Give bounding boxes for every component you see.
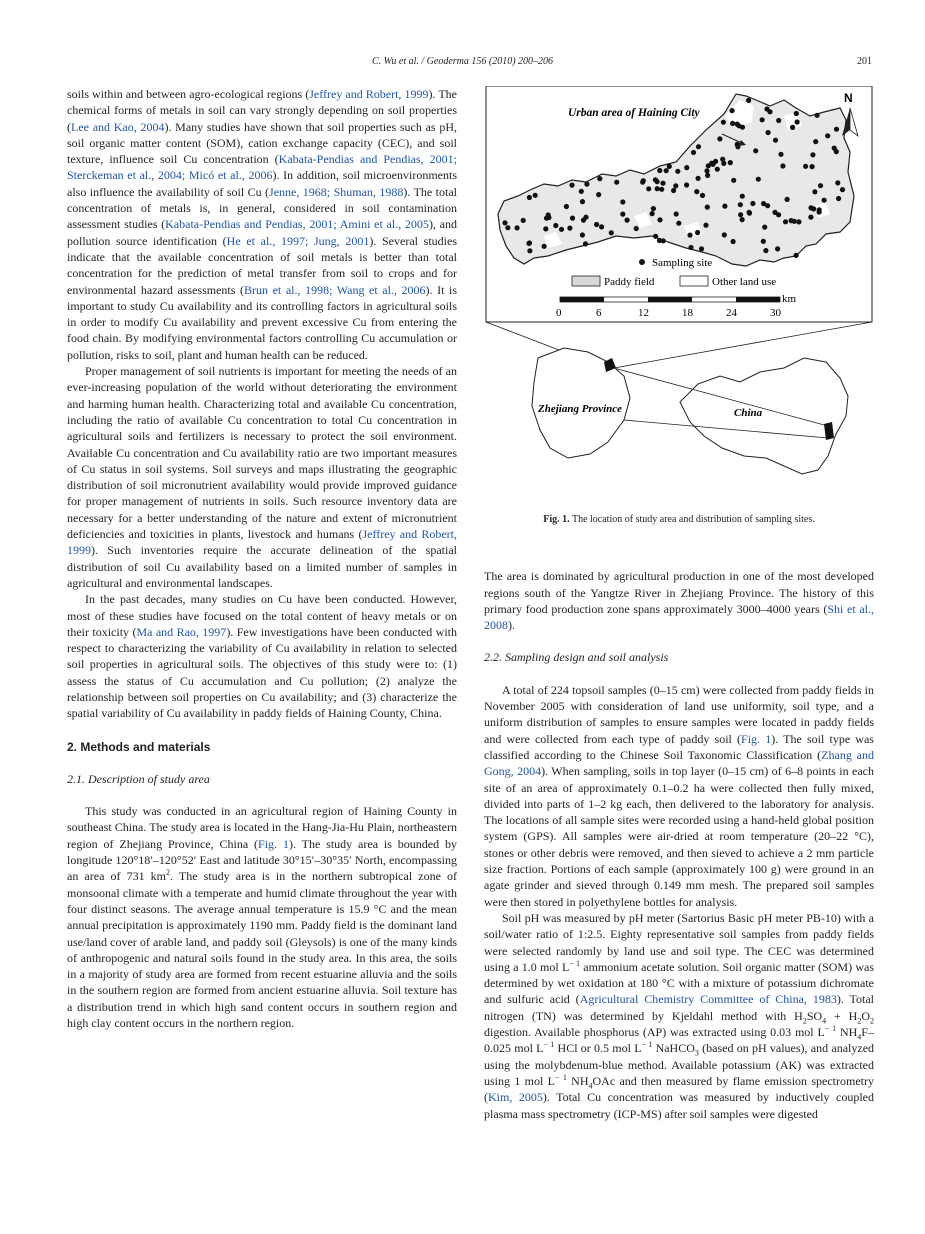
sampling-site-dot bbox=[696, 144, 701, 149]
sampling-site-dot bbox=[763, 248, 768, 253]
figure-link[interactable]: Fig. 1 bbox=[258, 836, 289, 851]
legend-sampling-site: Sampling site bbox=[652, 257, 713, 269]
paddy-field-legend-swatch bbox=[572, 276, 600, 286]
sampling-site-dot bbox=[790, 125, 795, 130]
paragraph: A total of 224 topsoil samples (0–15 cm) were collected from paddy fields in November 2005 with consideration of land use uniformity, soil type, and a uniform distribution of samples to ensure samples were located in paddy fields and were collected from each type of paddy soil (Fig. 1). The soil type was classified according to the Chinese Soil Taxonomic Classification (Zhang and Gong, 2004). When sampling, soils in top layer (0–15 cm) of 6–8 points in each site of an area of approximately 0.1–0.2 ha were collected then fully mixed, divided into parts of 1–2 kg each, then delivered to the laboratory for analysis. The locations of all sample sites were recorded using a hand-held global position system (GPS). All samples were air-dried at room temperature (20–22 °C), stones or other debris were removed, and then sieved to achieve a 2 mm particle size fraction. Portions of each sample (approximately 100 g) were ground in an agate grinder and sieved through 0.149 mm mesh. The prepared soil samples were then stored in polyethylene bottles for analysis. bbox=[484, 682, 875, 909]
running-header bbox=[0, 56, 925, 72]
sampling-site-dot bbox=[527, 248, 532, 253]
study-area-map bbox=[484, 86, 874, 486]
sampling-site-dot bbox=[730, 108, 735, 113]
sampling-site-dot bbox=[579, 189, 584, 194]
paragraph: Proper management of soil nutrients is important for meeting the needs of an ever-increasing population of the world without deteriorating the environment and harming human health. Characterizing total and available Cu concentration, including the ratio of available Cu concentration to total Cu concentration in agricultural soils and fertilizers is necessary to protect the soil environment. Available Cu concentration and Cu availability ratio are two important measures of Cu status in soil systems. Soil surveys and maps illustrating the geographic distribution of soil micronutrient availability would provide improved guidance for proper management of nutrients in soils. Such resource inventory data are necessary for a better understanding of the nature and extent of micronutrient deficiencies and toxicities in plants, livestock and humans (Jeffrey and Robert, 1999). Such inventories require the accurate delineation of the spatial distribution of soil Cu availability based on a limited number of samples in agricultural and environmental landscapes. bbox=[67, 364, 457, 590]
subsection-heading: 2.1. Description of study area bbox=[67, 771, 210, 786]
sampling-site-dot bbox=[818, 183, 823, 188]
sampling-site-dot bbox=[691, 150, 696, 155]
citation-link[interactable]: Shi et al., 2008 bbox=[484, 601, 875, 633]
sampling-site-dot bbox=[653, 234, 658, 239]
sampling-site-dot bbox=[620, 212, 625, 217]
sampling-site-dot bbox=[543, 226, 548, 231]
citation-link[interactable]: Ma and Rao, 1997 bbox=[136, 624, 227, 639]
sampling-site-dot bbox=[661, 238, 666, 243]
sampling-site-dot bbox=[570, 216, 575, 221]
sampling-site-dot bbox=[721, 161, 726, 166]
sampling-site-dot bbox=[594, 222, 599, 227]
sampling-site-dot bbox=[773, 138, 778, 143]
scale-tick: 18 bbox=[682, 307, 693, 319]
legend-other-land-use: Other land use bbox=[712, 276, 777, 288]
citation-link[interactable]: Jenne, 1968; Shuman, 1988 bbox=[269, 184, 404, 199]
sampling-site-dot bbox=[567, 226, 572, 231]
paragraph: In the past decades, many studies on Cu have been conducted. However, most of these studies have focused on the total content of heavy metals or on their toxicity (Ma and Rao, 1997). Few investigations have been conducted with respect to characterizing the variability of Cu availability in relation to selected soil properties in agricultural soils. The objectives of this study were to: (1) assess the status of Cu accumulation and Cu pollution; (2) analyze the relationship between soil properties on Cu availability; and (3) characterize the spatial variability of Cu availability in paddy fields of Haining County, China. bbox=[67, 592, 457, 721]
sampling-site-dot bbox=[655, 186, 660, 191]
sampling-site-dot bbox=[597, 176, 602, 181]
sampling-site-dot bbox=[825, 133, 830, 138]
sampling-site-dot bbox=[614, 180, 619, 185]
sampling-site-dot bbox=[609, 230, 614, 235]
sampling-site-dot bbox=[634, 226, 639, 231]
citation-link[interactable]: Kabata-Pendias and Pendias, 2001; Amini et al., 2005 bbox=[165, 217, 429, 232]
sampling-site-legend-icon bbox=[639, 259, 645, 265]
sampling-site-dot bbox=[687, 233, 692, 238]
sampling-site-dot bbox=[620, 199, 625, 204]
sampling-site-dot bbox=[521, 218, 526, 223]
sampling-site-dot bbox=[527, 195, 532, 200]
sampling-site-dot bbox=[775, 246, 780, 251]
zhejiang-label: Zhejiang Province bbox=[538, 403, 623, 415]
sampling-site-dot bbox=[756, 177, 761, 182]
scale-tick: 6 bbox=[596, 307, 602, 319]
sampling-site-dot bbox=[776, 118, 781, 123]
sampling-site-dot bbox=[705, 205, 710, 210]
urban-area-label: Urban area of Haining City bbox=[568, 107, 700, 119]
sampling-site-dot bbox=[664, 168, 669, 173]
sampling-site-dot bbox=[746, 98, 751, 103]
subsection-heading: 2.2. Sampling design and soil analysis bbox=[484, 650, 669, 665]
scale-tick: 24 bbox=[726, 307, 737, 319]
legend-paddy-field: Paddy field bbox=[604, 276, 655, 288]
sampling-site-dot bbox=[761, 201, 766, 206]
sampling-site-dot bbox=[810, 164, 815, 169]
sampling-site-dot bbox=[822, 198, 827, 203]
china-label: China bbox=[734, 407, 763, 419]
sampling-site-dot bbox=[584, 182, 589, 187]
sampling-site-dot bbox=[704, 168, 709, 173]
sampling-site-dot bbox=[721, 120, 726, 125]
sampling-site-dot bbox=[657, 168, 662, 173]
page-number: 201 bbox=[857, 56, 872, 67]
sampling-site-dot bbox=[657, 217, 662, 222]
sampling-site-dot bbox=[778, 152, 783, 157]
sampling-site-dot bbox=[564, 204, 569, 209]
sampling-site-dot bbox=[740, 125, 745, 130]
sampling-site-dot bbox=[684, 165, 689, 170]
sampling-site-dot bbox=[559, 227, 564, 232]
sampling-site-dot bbox=[674, 211, 679, 216]
sampling-site-dot bbox=[730, 121, 735, 126]
right-column bbox=[484, 86, 874, 1122]
sampling-site-dot bbox=[659, 187, 664, 192]
citation-link[interactable]: Agricultural Chemistry Committee of China, 1983 bbox=[579, 992, 837, 1007]
sampling-site-dot bbox=[684, 182, 689, 187]
sampling-site-dot bbox=[502, 220, 507, 225]
sampling-site-dot bbox=[651, 206, 656, 211]
sampling-site-dot bbox=[740, 194, 745, 199]
paragraph: This study was conducted in an agricultural region of Haining County in southeast China. The study area is located in the Hang-Jia-Hu Plain, northeastern region of Zhejiang Province, China (Fig. 1). The study area is bounded by longitude 120°18′–120°52′ East and latitude 30°15′–30°35′ North, encompassing an area of 731 $km^2$. The study area is in the northern subtropical zone of monsoonal climate with a temperate and humid climate throughout the year with four distinct seasons. The average annual temperature is 15.9 °C and the mean annual precipitation is approximately 1190 mm. Paddy field is the dominant land use/land cover of arable land, and paddy soil (Gleysols) is one of the many kinds of anthropogenic and natural soils found in the study area. In this area, the soils in a majority of study area are formed from recent estuarine alluvia and the soils in the southern region are formed from ancient estuarine alluvia. Soil texture has a distribution trend in which high sand content occurs in southern region and high clay content occurs in the northern region. bbox=[67, 804, 458, 1031]
figure-1 bbox=[484, 86, 874, 506]
sampling-site-dot bbox=[813, 139, 818, 144]
sampling-site-dot bbox=[596, 192, 601, 197]
sampling-site-dot bbox=[660, 181, 665, 186]
sampling-site-dot bbox=[705, 173, 710, 178]
sampling-site-dot bbox=[715, 167, 720, 172]
sampling-site-dot bbox=[580, 232, 585, 237]
sampling-site-dot bbox=[808, 215, 813, 220]
sampling-site-dot bbox=[794, 111, 799, 116]
sampling-site-dot bbox=[700, 193, 705, 198]
sampling-site-dot bbox=[515, 225, 520, 230]
sampling-site-dot bbox=[832, 146, 837, 151]
sampling-site-dot bbox=[747, 210, 752, 215]
sampling-site-dot bbox=[713, 159, 718, 164]
sampling-site-dot bbox=[673, 183, 678, 188]
sampling-site-dot bbox=[836, 196, 841, 201]
sampling-site-dot bbox=[696, 176, 701, 181]
citation-link[interactable]: Brun et al., 1998; Wang et al., 2006 bbox=[244, 282, 426, 297]
citation-link[interactable]: Jeffrey and Robert, 1999 bbox=[67, 527, 457, 558]
sampling-site-dot bbox=[667, 164, 672, 169]
citation-link[interactable]: Kim, 2005 bbox=[488, 1090, 543, 1105]
sampling-site-dot bbox=[731, 178, 736, 183]
sampling-site-dot bbox=[625, 218, 630, 223]
sampling-site-dot bbox=[840, 187, 845, 192]
sampling-site-dot bbox=[728, 160, 733, 165]
scale-bar bbox=[560, 297, 780, 302]
sampling-site-dot bbox=[553, 223, 558, 228]
sampling-site-dot bbox=[583, 241, 588, 246]
sampling-site-dot bbox=[583, 215, 588, 220]
figure-link[interactable]: Fig. 1 bbox=[741, 731, 772, 746]
citation-link[interactable]: He et al., 1997; Jung, 2001 bbox=[226, 233, 370, 248]
sampling-site-dot bbox=[794, 253, 799, 258]
sampling-site-dot bbox=[796, 219, 801, 224]
sampling-site-dot bbox=[780, 163, 785, 168]
sampling-site-dot bbox=[505, 225, 510, 230]
china-outline-shape bbox=[680, 358, 848, 474]
sampling-site-dot bbox=[753, 148, 758, 153]
sampling-site-dot bbox=[641, 178, 646, 183]
paragraph: soils within and between agro-ecological regions (Jeffrey and Robert, 1999). The chemical forms of metals in soil can vary strongly depending on soil properties (Lee and Kao, 2004). Many studies have shown that soil properties such as pH, soil organic matter content (SOM), cation exchange capacity (CEC), and soil texture, influence soil Cu concentration (Kabata-Pendias and Pendias, 2001; Sterckeman et al., 2004; Micó et al., 2006). In addition, soil microenvironments also influence the availability of soil Cu (Jenne, 1968; Shuman, 1988). The total concentration of metals is, in general, considered in soil contamination assessment studies (Kabata-Pendias and Pendias, 2001; Amini et al., 2005), and pollution source identification (He et al., 1997; Jung, 2001). Several studies indicate that the available concentration of soil metals is better than total concentration for the prediction of metal transfer from soil to crops and for environmental hazard assessments (Brun et al., 1998; Wang et al., 2006). It is important to study Cu availability and its controlling factors in agricultural soils in order to modify Cu availability and prevent excessive Cu from entering the food chain. By modifying environmental factors controlling Cu accumulation or pollution, risks to soil, plant and human health can be reduced. bbox=[67, 87, 458, 362]
sampling-site-dot bbox=[526, 241, 531, 246]
sampling-site-dot bbox=[785, 197, 790, 202]
sampling-site-dot bbox=[762, 225, 767, 230]
sampling-site-dot bbox=[783, 219, 788, 224]
sampling-site-dot bbox=[675, 169, 680, 174]
paragraph: The area is dominated by agricultural production in one of the most developed regions south of the Yangtze River in Zhejiang Province. The history of this primary food production zone spans approximately 3000–4000 years (Shi et al., 2008). bbox=[484, 569, 875, 633]
sampling-site-dot bbox=[792, 219, 797, 224]
scale-unit: km bbox=[782, 293, 797, 305]
sampling-site-dot bbox=[740, 217, 745, 222]
sampling-site-dot bbox=[808, 205, 813, 210]
citation-link[interactable]: Lee and Kao, 2004 bbox=[71, 119, 165, 134]
scale-tick: 12 bbox=[638, 307, 649, 319]
sampling-site-dot bbox=[688, 245, 693, 250]
sampling-site-dot bbox=[676, 221, 681, 226]
sampling-site-dot bbox=[834, 127, 839, 132]
sampling-site-dot bbox=[717, 136, 722, 141]
sampling-site-dot bbox=[810, 152, 815, 157]
figure-caption: Fig. 1. The location of study area and distribution of sampling sites. bbox=[543, 514, 815, 525]
sampling-site-dot bbox=[815, 113, 820, 118]
sampling-site-dot bbox=[812, 189, 817, 194]
sampling-site-dot bbox=[646, 186, 651, 191]
sampling-site-dot bbox=[738, 212, 743, 217]
sampling-site-dot bbox=[722, 232, 727, 237]
sampling-site-dot bbox=[703, 223, 708, 228]
citation-link[interactable]: Zhang and Gong, 2004 bbox=[484, 747, 875, 779]
sampling-site-dot bbox=[580, 199, 585, 204]
sampling-site-dot bbox=[695, 230, 700, 235]
sampling-site-dot bbox=[599, 224, 604, 229]
sampling-site-dot bbox=[569, 183, 574, 188]
sampling-site-dot bbox=[760, 117, 765, 122]
citation-link[interactable]: Jeffrey and Robert, 1999 bbox=[309, 87, 429, 101]
sampling-site-dot bbox=[542, 244, 547, 249]
north-label: N bbox=[844, 91, 853, 105]
sampling-site-dot bbox=[722, 204, 727, 209]
sampling-site-dot bbox=[750, 201, 755, 206]
sampling-site-dot bbox=[694, 189, 699, 194]
sampling-site-dot bbox=[761, 239, 766, 244]
citation: C. Wu et al. / Geoderma 156 (2010) 200–206 bbox=[371, 56, 554, 67]
sampling-site-dot bbox=[546, 212, 551, 217]
other-land-use-legend-swatch bbox=[680, 276, 708, 286]
sampling-site-dot bbox=[650, 211, 655, 216]
sampling-site-dot bbox=[817, 209, 822, 214]
sampling-site-dot bbox=[772, 210, 777, 215]
paragraph: Soil pH was measured by pH meter (Sartorius Basic pH meter PB-10) with a soil/water ratio of 1:2.5. Eighty representative soil samples from paddy fields were selected randomly by land use and soil type. The CEC was determined using a 1.0 mol $L^{- 1}$ ammonium acetate solution. Soil organic matter (SOM) was determined by wet oxidation at 180 °C with a mixture of potassium dichromate and sulfuric acid (Agricultural Chemistry Committee of China, 1983). Total nitrogen (TN) was determined by Kjeldahl method with $H_2SO_4 + H_2O_2$ digestion. Available phosphorus (AP) was extracted using 0.03 mol $L^{- 1}$ $NH_4F-0.025$ mol $L^{- 1}$ HCl or 0.5 mol $L^{- 1}$ NaHCO$_3$ (based on pH values), and analyzed using the molybdenum-blue method. Available potassium (AK) was extracted using 1 mol $L^{- 1}$ $NH_4OAc$ and then measured by flame emission spectrometry (Kim, 2005). Total Cu concentration was measured by inductively coupled plasma mass spectrometry (ICP-MS) after soil samples were digested bbox=[484, 910, 875, 1121]
sampling-site-dot bbox=[795, 119, 800, 124]
section-heading: 2. Methods and materials bbox=[67, 739, 211, 754]
sampling-site-dot bbox=[766, 130, 771, 135]
sampling-site-dot bbox=[671, 188, 676, 193]
sampling-site-dot bbox=[738, 202, 743, 207]
sampling-site-dot bbox=[803, 164, 808, 169]
sampling-site-dot bbox=[835, 180, 840, 185]
sampling-site-dot bbox=[699, 246, 704, 251]
citation-link[interactable]: Kabata-Pendias and Pendias, 2001; Sterckeman et al., 2004; Micó et al., 2006 bbox=[67, 152, 458, 183]
sampling-site-dot bbox=[731, 239, 736, 244]
sampling-site-dot bbox=[767, 109, 772, 114]
left-column bbox=[67, 86, 457, 1031]
sampling-site-dot bbox=[653, 177, 658, 182]
scale-tick: 30 bbox=[770, 307, 781, 319]
sampling-site-dot bbox=[533, 193, 538, 198]
scale-tick: 0 bbox=[556, 307, 562, 319]
